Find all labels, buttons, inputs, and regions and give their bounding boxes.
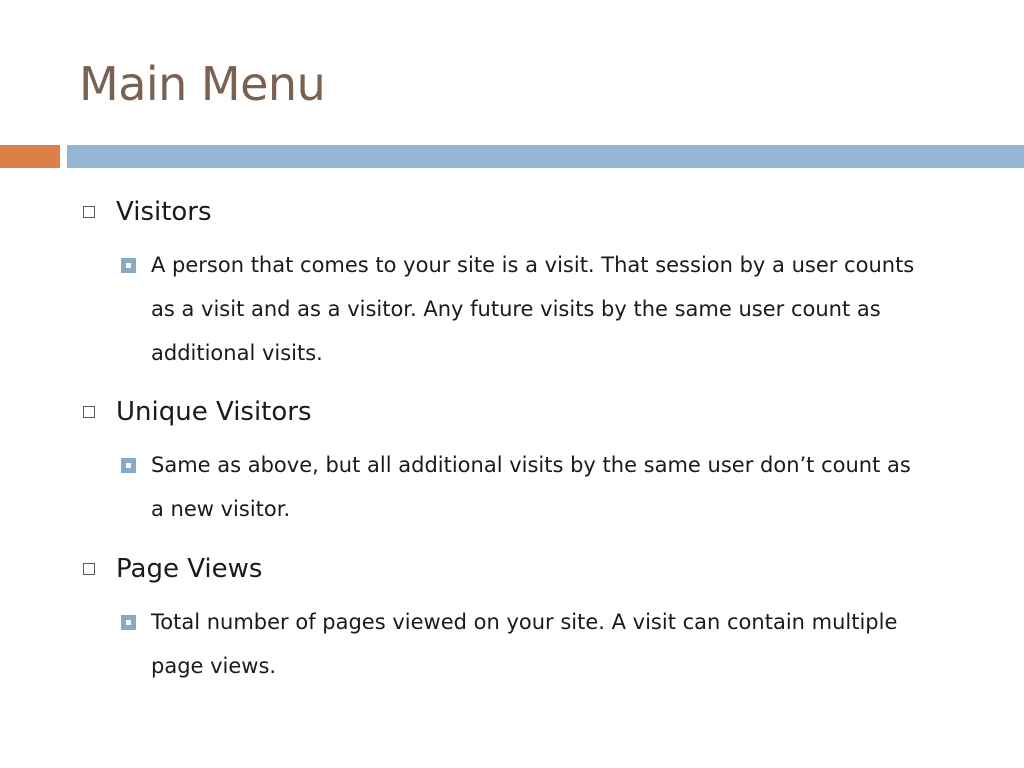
bullet-detail: A person that comes to your site is a visit. That session by a user counts as a visit and as a visitor. Any future visits by the same user count as additional visits. — [151, 253, 915, 365]
slide-title: Main Menu — [79, 57, 326, 111]
hollow-square-bullet-icon — [83, 206, 95, 218]
bullet-detail-row — [151, 600, 960, 688]
filled-square-bullet-icon — [121, 615, 136, 630]
hollow-square-bullet-icon — [83, 406, 95, 418]
bullet-heading: Unique Visitors — [116, 397, 312, 427]
bullet-heading: Page Views — [116, 554, 263, 584]
filled-square-bullet-icon — [121, 458, 136, 473]
bullet-item-page-views — [80, 552, 960, 688]
bullet-detail: Same as above, but all additional visits by the same user don’t count as a new visitor. — [151, 453, 911, 521]
bullet-detail-row — [151, 243, 960, 375]
bullet-detail: Total number of pages viewed on your site. A visit can contain multiple page views. — [151, 610, 898, 678]
filled-square-bullet-icon — [121, 258, 136, 273]
bullet-heading-row — [80, 552, 960, 586]
bullet-heading-row — [80, 395, 960, 429]
bullet-heading-row — [80, 195, 960, 229]
bullet-detail-row — [151, 443, 960, 531]
bullet-heading: Visitors — [116, 197, 212, 227]
bullet-item-unique-visitors — [80, 395, 960, 531]
bullet-item-visitors — [80, 195, 960, 375]
hollow-square-bullet-icon — [83, 563, 95, 575]
